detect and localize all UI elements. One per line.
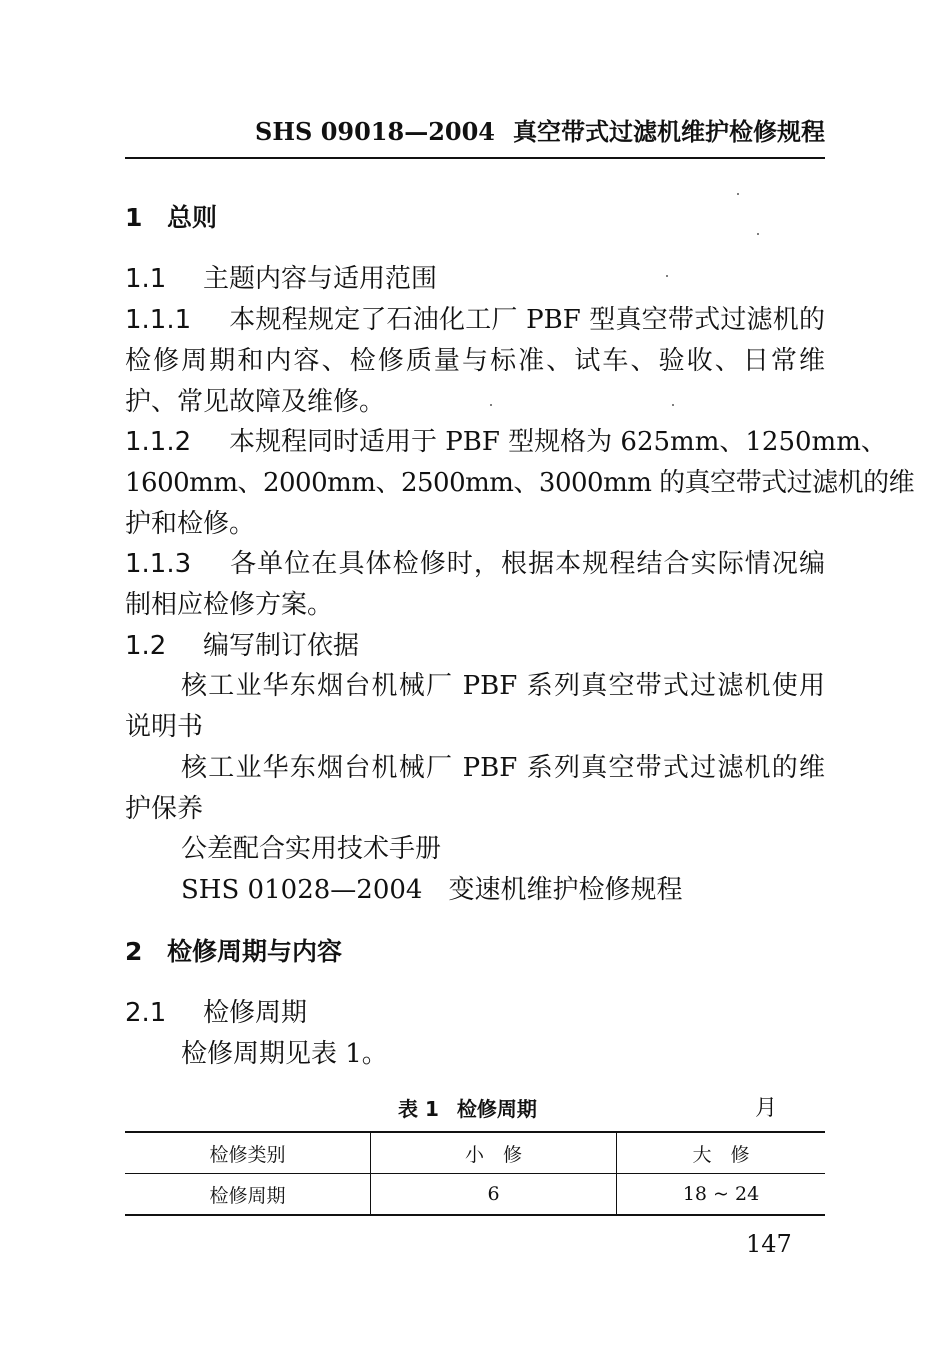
clause-1-1-1-line-2: 检修周期和内容、检修质量与标准、试车、验收、日常维 [125,346,825,376]
scan-speck [666,275,668,277]
section-number: 2.1 [125,998,167,1028]
clause-1-1-2-line-2: 1600mm、2000mm、2500mm、3000mm 的真空带式过滤机的维 [125,468,915,498]
scan-speck [737,193,739,195]
reference-4: SHS 01028—2004 变速机维护检修规程 [181,875,683,905]
standard-title: 真空带式过滤机维护检修规程 [513,117,825,146]
scan-speck [757,233,759,235]
section-title: 主题内容与适用范围 [203,264,438,294]
table-caption [398,1093,537,1122]
reference-3: 公差配合实用技术手册 [181,834,442,864]
section-2-heading [125,935,342,969]
scan-speck [490,404,492,406]
section-2-1-text: 检修周期见表 1。 [181,1039,388,1069]
clause-number: 1.1.1 [125,305,192,335]
table-header-cell: 检修类别 [209,1143,286,1166]
standard-code: SHS 09018—2004 [255,117,495,146]
table-header-row [125,1132,825,1174]
clause-text: 各单位在具体检修时，根据本规程结合实际情况编 [229,549,825,579]
clause-text: 本规程同时适用于 PBF 型规格为 625mm、1250mm、 [229,427,887,457]
reference-2-line-2: 护保养 [125,794,204,824]
clause-1-1-3-line-2: 制相应检修方案。 [125,590,334,620]
table-cell: 18 ~ 24 [617,1174,826,1216]
table-header-cell: 大 修 [617,1132,826,1174]
table-title: 检修周期 [456,1097,537,1121]
section-number: 1.2 [125,631,167,661]
section-title: 编写制订依据 [203,631,360,661]
reference-1-line-2: 说明书 [125,712,204,742]
clause-1-1-3-line-1 [125,547,825,581]
scan-speck [672,404,674,406]
header-rule [125,157,825,159]
table-header-cell: 小 修 [371,1132,617,1174]
clause-number: 1.1.2 [125,427,192,457]
clause-1-1-2-line-1 [125,425,887,459]
clause-text: 本规程规定了石油化工厂 PBF 型真空带式过滤机的 [229,305,825,335]
table-number: 表 1 [398,1097,439,1121]
section-2-1-heading [125,996,825,1030]
section-number: 1.1 [125,264,167,294]
table-cell: 检修周期 [125,1174,371,1216]
section-1-1-heading [125,262,825,296]
clause-1-1-1-line-1 [125,303,825,337]
section-1-heading [125,201,217,235]
section-title: 检修周期与内容 [167,937,343,966]
section-number: 1 [125,203,143,232]
reference-1-line-1: 核工业华东烟台机械厂 PBF 系列真空带式过滤机使用 [181,671,825,701]
page-number: 147 [746,1230,792,1258]
clause-1-1-2-line-3: 护和检修。 [125,509,256,539]
table-row [125,1174,825,1216]
clause-1-1-1-line-3: 护、常见故障及维修。 [125,387,386,417]
section-number: 2 [125,937,143,966]
clause-number: 1.1.3 [125,549,192,579]
table-cell: 6 [371,1174,617,1216]
table-unit: 月 [755,1096,778,1121]
maintenance-cycle-table [125,1131,825,1216]
section-title: 总则 [167,203,218,232]
running-header [125,112,825,152]
section-1-2-heading [125,629,825,663]
section-title: 检修周期 [203,998,308,1028]
reference-2-line-1: 核工业华东烟台机械厂 PBF 系列真空带式过滤机的维 [181,753,825,783]
